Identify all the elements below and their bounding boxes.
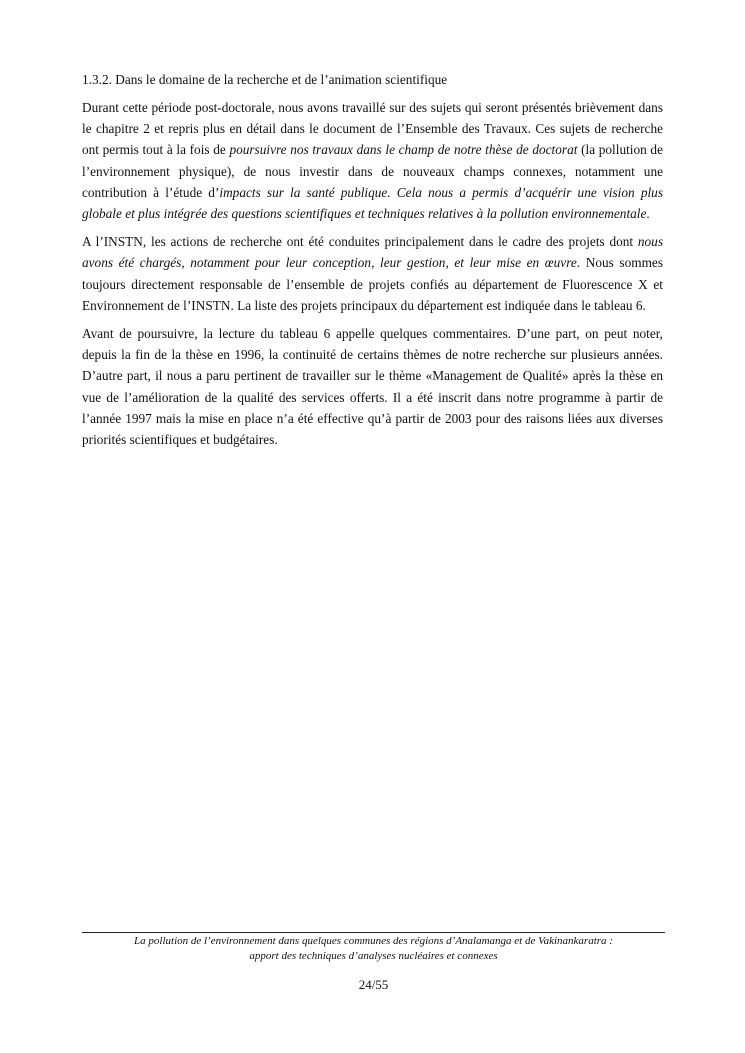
section-heading: 1.3.2. Dans le domaine de la recherche et de l’animation scientifique — [82, 72, 448, 87]
paragraph-text: Avant de poursuivre, la lecture du tableau 6 appelle quelques commentaires. D’une part, on peut noter, depuis la fin de la thèse en 1996, la continuité de certains thèmes de notre recherche sur plusieurs années. D’autre part, il nous a paru pertinent de travailler sur le thème «Management de Qualité» après la thèse en vue de l’amélioration de la qualité des services offerts. Il a été inscrit dans notre programme à partir de l’année 1997 mais la mise en place n’a été effective qu’à partir de 2003 pour des raisons liées aux diverses priorités scientifiques et budgétaires. — [82, 326, 663, 448]
paragraph-text-italic: nous avons été chargés, notamment pour leur conception, leur gestion, et leur mise en œuvre — [82, 234, 663, 271]
footer-caption — [82, 934, 665, 964]
paragraph-text: (la pollution de l’environnement physique), de nous investir dans de nouveaux champs connexes, notamment une contribution à l’étude d’ — [82, 142, 663, 200]
paragraph-text-italic: poursuivre nos travaux dans le champ de notre thèse de doctorat — [229, 142, 578, 158]
paragraph-text-italic: impacts sur la santé publique. Cela nous a permis d’acquérir une vision plus globale et plus intégrée des questions scientifiques et techniques relatives à la pollution environnementale — [82, 184, 663, 222]
paragraph-1 — [82, 97, 663, 224]
footer-caption-line-2: apport des techniques d’analyses nucléaires et connexes — [249, 950, 498, 962]
paragraph-2 — [82, 231, 663, 316]
page-number: 24/55 — [358, 977, 389, 992]
paragraph-text: . Nous sommes toujours directement responsable de l’ensemble de projets confiés au département de Fluorescence X et Environnement de l’INSTN. La liste des projets principaux du département est indiquée dans le tableau 6. — [82, 255, 664, 313]
paragraph-text: Durant cette période post-doctorale, nous avons travaillé sur des sujets qui seront présentés brièvement dans le chapitre 2 et repris plus en détail dans le document de l’Ensemble des Travaux. Ces sujets de recherche ont permis tout à la fois de — [82, 100, 663, 158]
paragraph-text: A l’INSTN, les actions de recherche ont été conduites principalement dans le cadre des projets dont — [82, 234, 638, 250]
page-body — [82, 70, 663, 457]
footer-caption-line-1: La pollution de l’environnement dans quelques communes des régions d’Analamanga et de Vakinankaratra : — [134, 935, 613, 947]
paragraph-text: . — [646, 206, 650, 222]
footer-divider — [82, 932, 665, 933]
paragraph-3 — [82, 323, 663, 450]
